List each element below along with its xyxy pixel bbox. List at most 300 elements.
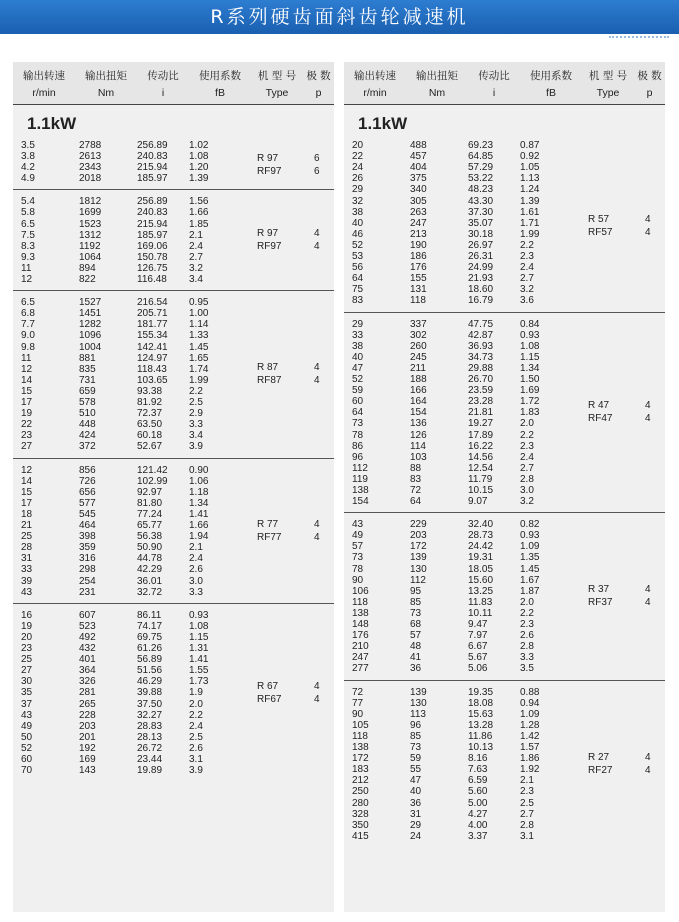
factor-cell: 2.6 bbox=[189, 742, 203, 754]
table-row bbox=[344, 698, 665, 709]
ratio-cell: 51.56 bbox=[137, 665, 163, 677]
poles-cell: 4 bbox=[645, 400, 651, 412]
table-row bbox=[13, 219, 334, 230]
speed-cell: 33 bbox=[21, 564, 33, 576]
speed-cell: 21 bbox=[21, 520, 33, 532]
speed-cell: 12 bbox=[21, 464, 33, 476]
factor-cell: 2.7 bbox=[189, 251, 203, 263]
factor-cell: 3.2 bbox=[520, 496, 534, 508]
torque-cell: 55 bbox=[410, 764, 422, 776]
ratio-cell: 50.90 bbox=[137, 542, 163, 554]
factor-cell: 1.15 bbox=[520, 351, 540, 363]
factor-cell: 1.50 bbox=[520, 374, 540, 385]
factor-cell: 2.7 bbox=[520, 273, 534, 285]
spec-group bbox=[344, 313, 665, 514]
factor-cell: 1.42 bbox=[520, 730, 540, 742]
ratio-cell: 12.54 bbox=[468, 462, 494, 474]
header-c1-unit: r/min bbox=[32, 87, 56, 99]
table-row bbox=[13, 342, 334, 353]
torque-cell: 169 bbox=[79, 754, 96, 766]
type-cell: RF37 bbox=[588, 597, 613, 609]
ratio-cell: 48.23 bbox=[468, 184, 494, 196]
speed-cell: 49 bbox=[21, 720, 33, 732]
factor-cell: 2.2 bbox=[189, 385, 203, 397]
table-row bbox=[344, 519, 665, 530]
table-row bbox=[13, 487, 334, 498]
speed-cell: 280 bbox=[352, 797, 369, 809]
speed-cell: 52 bbox=[352, 374, 364, 385]
torque-cell: 211 bbox=[410, 362, 426, 374]
torque-cell: 375 bbox=[410, 173, 427, 185]
torque-cell: 510 bbox=[79, 408, 96, 420]
poles-cell: 4 bbox=[645, 597, 651, 609]
torque-cell: 545 bbox=[79, 508, 96, 520]
power-label: 1.1kW bbox=[358, 114, 408, 133]
factor-cell: 3.0 bbox=[189, 575, 203, 587]
factor-cell: 3.6 bbox=[520, 295, 534, 307]
speed-cell: 40 bbox=[352, 351, 364, 363]
factor-cell: 2.1 bbox=[189, 229, 203, 241]
table-row bbox=[344, 530, 665, 541]
factor-cell: 2.9 bbox=[189, 408, 203, 420]
factor-cell: 0.90 bbox=[189, 464, 209, 476]
ratio-cell: 256.89 bbox=[137, 140, 168, 151]
table-row bbox=[13, 643, 334, 654]
factor-cell: 2.4 bbox=[189, 553, 203, 565]
torque-cell: 364 bbox=[79, 665, 96, 677]
ratio-cell: 116.48 bbox=[137, 274, 167, 286]
spec-group bbox=[13, 190, 334, 291]
torque-cell: 835 bbox=[79, 363, 96, 375]
table-row bbox=[344, 798, 665, 809]
torque-cell: 114 bbox=[410, 440, 426, 452]
table-row bbox=[13, 441, 334, 452]
table-row bbox=[344, 474, 665, 485]
speed-cell: 75 bbox=[352, 284, 364, 296]
table-row bbox=[344, 709, 665, 720]
speed-cell: 19 bbox=[21, 408, 33, 420]
torque-cell: 260 bbox=[410, 340, 427, 352]
ratio-cell: 36.01 bbox=[137, 575, 163, 587]
factor-cell: 3.3 bbox=[189, 419, 203, 431]
speed-cell: 138 bbox=[352, 607, 369, 619]
table-row bbox=[344, 831, 665, 842]
speed-cell: 350 bbox=[352, 819, 369, 831]
torque-cell: 203 bbox=[79, 720, 96, 732]
torque-cell: 424 bbox=[79, 430, 96, 442]
poles-cell: 4 bbox=[314, 228, 320, 240]
speed-cell: 7.5 bbox=[21, 229, 35, 241]
ratio-cell: 32.40 bbox=[468, 519, 494, 531]
torque-cell: 822 bbox=[79, 274, 96, 286]
factor-cell: 3.1 bbox=[189, 754, 203, 766]
factor-cell: 0.88 bbox=[520, 686, 540, 698]
speed-cell: 28 bbox=[21, 542, 33, 554]
factor-cell: 1.69 bbox=[520, 385, 540, 397]
table-row bbox=[344, 753, 665, 764]
torque-cell: 201 bbox=[79, 731, 96, 743]
table-row bbox=[344, 452, 665, 463]
torque-cell: 96 bbox=[410, 719, 422, 731]
torque-cell: 103 bbox=[410, 451, 427, 463]
ratio-cell: 28.73 bbox=[468, 530, 494, 542]
torque-cell: 85 bbox=[410, 596, 422, 608]
poles-cell: 4 bbox=[314, 375, 320, 387]
torque-cell: 577 bbox=[79, 497, 96, 509]
factor-cell: 2.3 bbox=[520, 619, 534, 631]
header-c4-unit: fB bbox=[546, 87, 556, 99]
ratio-cell: 155.34 bbox=[137, 330, 168, 342]
torque-cell: 1096 bbox=[79, 330, 102, 342]
table-row bbox=[344, 374, 665, 385]
spec-group bbox=[344, 681, 665, 847]
header-c5-label: 机 型 号 bbox=[588, 70, 628, 82]
table-row bbox=[344, 764, 665, 775]
ratio-cell: 8.16 bbox=[468, 753, 488, 765]
speed-cell: 32 bbox=[352, 195, 364, 207]
ratio-cell: 256.89 bbox=[137, 196, 168, 208]
type-cell: R 77 bbox=[257, 518, 279, 530]
factor-cell: 1.34 bbox=[520, 362, 540, 374]
speed-cell: 6.8 bbox=[21, 308, 35, 320]
ratio-cell: 32.72 bbox=[137, 586, 163, 598]
torque-cell: 1451 bbox=[79, 308, 102, 320]
speed-cell: 23 bbox=[21, 643, 33, 655]
speed-cell: 210 bbox=[352, 641, 369, 653]
ratio-cell: 181.77 bbox=[137, 319, 168, 331]
factor-cell: 1.06 bbox=[189, 475, 209, 487]
speed-cell: 15 bbox=[21, 385, 33, 397]
factor-cell: 2.2 bbox=[189, 709, 203, 721]
ratio-cell: 77.24 bbox=[137, 508, 163, 520]
table-header bbox=[344, 62, 665, 105]
speed-cell: 77 bbox=[352, 697, 364, 709]
factor-cell: 0.84 bbox=[520, 318, 540, 330]
poles-cell: 4 bbox=[314, 693, 320, 705]
table-row bbox=[344, 262, 665, 273]
ratio-cell: 240.83 bbox=[137, 207, 168, 219]
table-row bbox=[344, 564, 665, 575]
factor-cell: 2.0 bbox=[189, 698, 203, 710]
speed-cell: 29 bbox=[352, 184, 364, 196]
table-row bbox=[13, 743, 334, 754]
speed-cell: 38 bbox=[352, 340, 364, 352]
torque-cell: 126 bbox=[410, 429, 427, 441]
type-cell: R 57 bbox=[588, 213, 610, 225]
speed-cell: 25 bbox=[21, 531, 33, 543]
torque-cell: 488 bbox=[410, 140, 427, 151]
header-c6-label: 极 数 bbox=[306, 70, 331, 82]
torque-cell: 359 bbox=[79, 542, 96, 554]
speed-cell: 26 bbox=[352, 173, 364, 185]
table-row bbox=[344, 363, 665, 374]
ratio-cell: 36.93 bbox=[468, 340, 494, 352]
torque-cell: 131 bbox=[410, 284, 427, 296]
torque-cell: 1004 bbox=[79, 341, 102, 353]
factor-cell: 2.4 bbox=[189, 720, 203, 732]
factor-cell: 2.7 bbox=[520, 462, 534, 474]
ratio-cell: 60.18 bbox=[137, 430, 163, 442]
ratio-cell: 19.89 bbox=[137, 765, 163, 777]
factor-cell: 0.82 bbox=[520, 519, 540, 531]
factor-cell: 2.4 bbox=[189, 240, 203, 252]
speed-cell: 64 bbox=[352, 273, 364, 285]
ratio-cell: 7.63 bbox=[468, 764, 488, 776]
speed-cell: 52 bbox=[352, 239, 364, 251]
table-row bbox=[13, 564, 334, 575]
ratio-cell: 4.00 bbox=[468, 819, 488, 831]
ratio-cell: 215.94 bbox=[137, 162, 168, 174]
torque-cell: 143 bbox=[79, 765, 96, 777]
ratio-cell: 216.54 bbox=[137, 297, 168, 309]
ratio-cell: 3.37 bbox=[468, 830, 488, 842]
header-c4-label: 使用系数 bbox=[199, 70, 241, 82]
factor-cell: 2.5 bbox=[189, 397, 203, 409]
factor-cell: 1.45 bbox=[520, 563, 540, 575]
table-row bbox=[13, 687, 334, 698]
table-row bbox=[13, 531, 334, 542]
factor-cell: 1.87 bbox=[520, 585, 540, 597]
ratio-cell: 142.41 bbox=[137, 341, 168, 353]
type-cell: RF77 bbox=[257, 531, 282, 543]
type-cell: R 97 bbox=[257, 228, 279, 240]
factor-cell: 3.3 bbox=[189, 586, 203, 598]
factor-cell: 0.93 bbox=[520, 329, 540, 341]
table-row bbox=[344, 418, 665, 429]
ratio-cell: 63.50 bbox=[137, 419, 163, 431]
factor-cell: 2.8 bbox=[520, 473, 534, 485]
speed-cell: 25 bbox=[21, 654, 33, 666]
header-c1-label: 输出转速 bbox=[23, 70, 65, 82]
header-c6-unit: p bbox=[646, 87, 653, 99]
table-row bbox=[13, 196, 334, 207]
poles-cell: 4 bbox=[645, 764, 651, 776]
factor-cell: 1.08 bbox=[189, 151, 209, 163]
factor-cell: 0.93 bbox=[520, 530, 540, 542]
torque-cell: 36 bbox=[410, 663, 422, 675]
torque-cell: 523 bbox=[79, 620, 96, 632]
torque-cell: 172 bbox=[410, 541, 427, 553]
factor-cell: 3.0 bbox=[520, 485, 534, 496]
factor-cell: 1.35 bbox=[520, 552, 540, 564]
poles-cell: 4 bbox=[645, 413, 651, 425]
factor-cell: 1.09 bbox=[520, 708, 540, 720]
speed-cell: 43 bbox=[352, 519, 364, 531]
torque-cell: 47 bbox=[410, 775, 422, 787]
ratio-cell: 5.67 bbox=[468, 652, 488, 664]
spec-group bbox=[344, 513, 665, 680]
table-row bbox=[344, 541, 665, 552]
table-row bbox=[13, 699, 334, 710]
spec-group bbox=[13, 140, 334, 190]
table-row bbox=[13, 241, 334, 252]
ratio-cell: 9.07 bbox=[468, 496, 488, 508]
ratio-cell: 6.59 bbox=[468, 775, 488, 787]
header-c3-unit: i bbox=[161, 87, 165, 99]
factor-cell: 2.8 bbox=[520, 819, 534, 831]
torque-cell: 36 bbox=[410, 797, 422, 809]
speed-cell: 16 bbox=[21, 609, 33, 621]
speed-cell: 38 bbox=[352, 206, 364, 218]
factor-cell: 2.7 bbox=[520, 808, 534, 820]
ratio-cell: 28.13 bbox=[137, 731, 163, 743]
ratio-cell: 13.28 bbox=[468, 719, 494, 731]
speed-cell: 148 bbox=[352, 619, 369, 631]
table-row bbox=[13, 509, 334, 520]
table-row bbox=[13, 465, 334, 476]
spec-group bbox=[13, 604, 334, 782]
header-c6-unit: p bbox=[315, 87, 322, 99]
speed-cell: 247 bbox=[352, 652, 369, 664]
table-row bbox=[344, 162, 665, 173]
speed-cell: 277 bbox=[352, 663, 369, 675]
poles-cell: 4 bbox=[314, 518, 320, 530]
power-label: 1.1kW bbox=[27, 114, 77, 133]
table-row bbox=[13, 754, 334, 765]
ratio-cell: 21.93 bbox=[468, 273, 494, 285]
table-row bbox=[13, 353, 334, 364]
torque-cell: 231 bbox=[79, 586, 96, 598]
type-cell: RF57 bbox=[588, 226, 613, 238]
ratio-cell: 18.05 bbox=[468, 563, 494, 575]
type-cell: R 67 bbox=[257, 680, 279, 692]
factor-cell: 2.2 bbox=[520, 429, 534, 441]
speed-cell: 96 bbox=[352, 451, 364, 463]
table-row bbox=[13, 542, 334, 553]
speed-cell: 49 bbox=[352, 530, 364, 542]
speed-cell: 83 bbox=[352, 295, 364, 307]
header-c5-label: 机 型 号 bbox=[257, 70, 297, 82]
speed-cell: 11 bbox=[21, 352, 32, 364]
ratio-cell: 15.63 bbox=[468, 708, 494, 720]
table-row bbox=[344, 608, 665, 619]
speed-cell: 72 bbox=[352, 686, 364, 698]
torque-cell: 1523 bbox=[79, 218, 102, 230]
factor-cell: 1.41 bbox=[189, 508, 209, 520]
ratio-cell: 21.81 bbox=[468, 407, 494, 419]
speed-cell: 15 bbox=[21, 486, 33, 498]
ratio-cell: 32.27 bbox=[137, 709, 163, 721]
torque-cell: 88 bbox=[410, 462, 422, 474]
speed-cell: 23 bbox=[21, 430, 33, 442]
ratio-cell: 23.59 bbox=[468, 385, 494, 397]
ratio-cell: 11.83 bbox=[468, 596, 493, 608]
type-cell: RF97 bbox=[257, 241, 282, 253]
torque-cell: 186 bbox=[410, 251, 427, 262]
factor-cell: 0.95 bbox=[189, 297, 209, 309]
speed-cell: 3.8 bbox=[21, 151, 35, 163]
torque-cell: 1282 bbox=[79, 319, 102, 331]
speed-cell: 118 bbox=[352, 730, 368, 742]
ratio-cell: 16.79 bbox=[468, 295, 494, 307]
ratio-cell: 29.88 bbox=[468, 362, 494, 374]
speed-cell: 6.5 bbox=[21, 218, 35, 230]
ratio-cell: 16.22 bbox=[468, 440, 494, 452]
factor-cell: 1.41 bbox=[189, 654, 209, 666]
factor-cell: 3.1 bbox=[520, 830, 534, 842]
speed-cell: 59 bbox=[352, 385, 364, 397]
speed-cell: 17 bbox=[21, 497, 33, 509]
speed-cell: 47 bbox=[352, 362, 364, 374]
header-c1-unit: r/min bbox=[363, 87, 387, 99]
speed-cell: 6.5 bbox=[21, 297, 35, 309]
ratio-cell: 43.30 bbox=[468, 195, 494, 207]
ratio-cell: 118.43 bbox=[137, 363, 167, 375]
poles-cell: 6 bbox=[314, 165, 320, 177]
speed-cell: 183 bbox=[352, 764, 369, 776]
speed-cell: 250 bbox=[352, 786, 369, 798]
speed-cell: 20 bbox=[352, 140, 364, 151]
table-row bbox=[13, 140, 334, 151]
table-row bbox=[344, 284, 665, 295]
ratio-cell: 53.22 bbox=[468, 173, 494, 185]
ratio-cell: 81.80 bbox=[137, 497, 163, 509]
factor-cell: 2.4 bbox=[520, 451, 534, 463]
ratio-cell: 205.71 bbox=[137, 308, 168, 320]
table-row bbox=[344, 463, 665, 474]
speed-cell: 46 bbox=[352, 228, 364, 240]
table-row bbox=[344, 641, 665, 652]
table-row bbox=[344, 820, 665, 831]
ratio-cell: 26.31 bbox=[468, 251, 494, 262]
torque-cell: 464 bbox=[79, 520, 96, 532]
table-row bbox=[344, 218, 665, 229]
ratio-cell: 42.29 bbox=[137, 564, 163, 576]
table-row bbox=[13, 173, 334, 184]
ratio-cell: 18.60 bbox=[468, 284, 494, 296]
torque-cell: 136 bbox=[410, 418, 427, 430]
torque-cell: 731 bbox=[79, 374, 96, 386]
speed-cell: 24 bbox=[352, 162, 364, 174]
table-row bbox=[13, 308, 334, 319]
factor-cell: 1.34 bbox=[189, 497, 209, 509]
speed-cell: 90 bbox=[352, 574, 364, 586]
torque-cell: 113 bbox=[410, 708, 426, 720]
table-row bbox=[13, 162, 334, 173]
type-cell: RF27 bbox=[588, 764, 613, 776]
table-row bbox=[13, 710, 334, 721]
torque-cell: 73 bbox=[410, 607, 422, 619]
speed-cell: 105 bbox=[352, 719, 369, 731]
table-row bbox=[344, 341, 665, 352]
speed-cell: 112 bbox=[352, 462, 368, 474]
factor-cell: 1.92 bbox=[520, 764, 540, 776]
speed-cell: 7.7 bbox=[21, 319, 35, 331]
ratio-cell: 11.86 bbox=[468, 730, 493, 742]
header-c3-unit: i bbox=[492, 87, 496, 99]
ratio-cell: 28.83 bbox=[137, 720, 163, 732]
table-row bbox=[344, 196, 665, 207]
table-row bbox=[344, 407, 665, 418]
ratio-cell: 46.29 bbox=[137, 676, 163, 688]
speed-cell: 52 bbox=[21, 742, 33, 754]
torque-cell: 492 bbox=[79, 631, 96, 643]
torque-cell: 164 bbox=[410, 396, 427, 408]
torque-cell: 856 bbox=[79, 464, 96, 476]
factor-cell: 2.4 bbox=[520, 262, 534, 274]
speed-cell: 17 bbox=[21, 397, 33, 409]
factor-cell: 1.99 bbox=[520, 228, 540, 240]
speed-cell: 119 bbox=[352, 473, 368, 485]
speed-cell: 78 bbox=[352, 429, 364, 441]
ratio-cell: 34.73 bbox=[468, 351, 494, 363]
spec-group bbox=[13, 291, 334, 458]
factor-cell: 3.2 bbox=[520, 284, 534, 296]
torque-cell: 448 bbox=[79, 419, 96, 431]
torque-cell: 254 bbox=[79, 575, 96, 587]
torque-cell: 305 bbox=[410, 195, 427, 207]
factor-cell: 1.9 bbox=[189, 687, 203, 699]
